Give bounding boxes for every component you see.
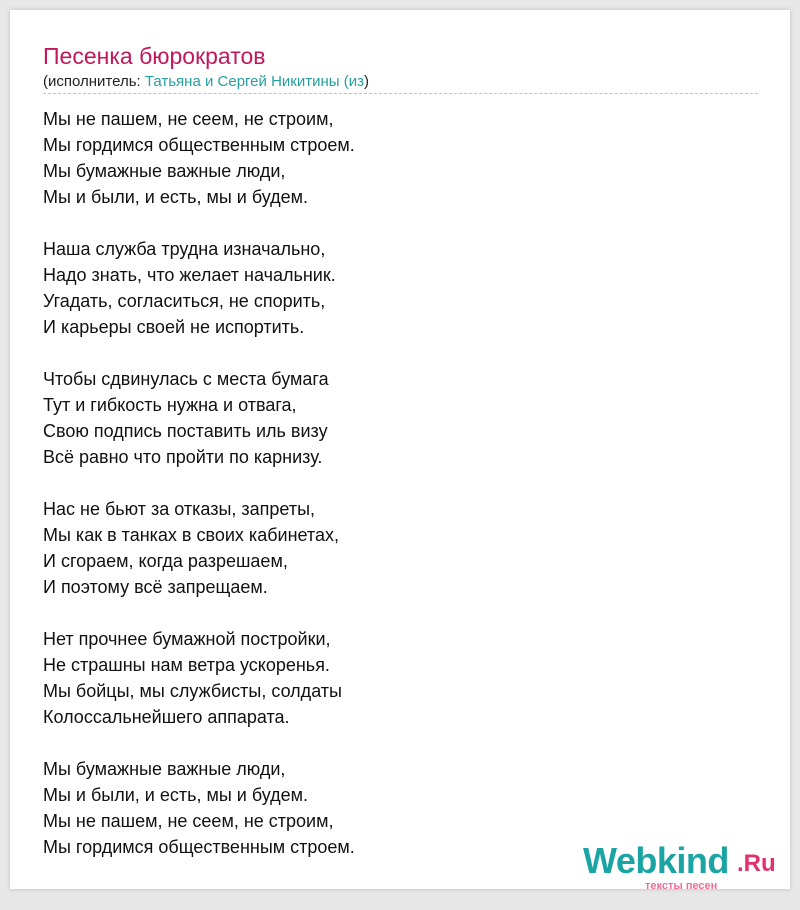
lyric-line: Не страшны нам ветра ускоренья. (43, 655, 330, 675)
lyric-line: Нет прочнее бумажной постройки, (43, 629, 331, 649)
lyric-line: Чтобы сдвинулась с места бумага (43, 369, 329, 389)
stanza (43, 626, 743, 730)
logo-name: Webkind (583, 840, 729, 881)
lyric-line: Мы не пашем, не сеем, не строим, (43, 109, 334, 129)
lyric-line: Мы как в танках в своих кабинетах, (43, 525, 339, 545)
lyric-line: Колоссальнейшего аппарата. (43, 707, 290, 727)
lyric-line: Всё равно что пройти по карнизу. (43, 447, 323, 467)
lyric-line: И сгораем, когда разрешаем, (43, 551, 288, 571)
lyric-line: Мы гордимся общественным строем. (43, 135, 355, 155)
lyric-line: Мы не пашем, не сеем, не строим, (43, 811, 334, 831)
lyric-line: Надо знать, что желает начальник. (43, 265, 336, 285)
performer-link[interactable]: Татьяна и Сергей Никитины (из (144, 73, 364, 90)
stanza (43, 106, 743, 210)
stanza (43, 496, 743, 600)
lyric-line: Наша служба трудна изначально, (43, 239, 326, 259)
logo-tagline: тексты песен (645, 880, 718, 892)
lyric-line: Мы и были, и есть, мы и будем. (43, 187, 309, 207)
lyric-line: Тут и гибкость нужна и отвага, (43, 395, 297, 415)
logo-domain: .Ru (737, 850, 776, 877)
stanza (43, 366, 743, 470)
lyric-line: Угадать, согласиться, не спорить, (43, 291, 326, 311)
lyric-line: Мы и были, и есть, мы и будем. (43, 785, 309, 805)
divider (43, 93, 758, 94)
lyric-line: Нас не бьют за отказы, запреты, (43, 499, 316, 519)
performer-prefix: (исполнитель: (43, 73, 145, 90)
song-title: Песенка бюрократов (43, 43, 266, 69)
lyric-line: Свою подпись поставить иль визу (43, 421, 328, 441)
lyric-line: И карьеры своей не испортить. (43, 317, 305, 337)
lyrics-text (43, 106, 743, 886)
lyric-line: Мы гордимся общественным строем. (43, 837, 355, 857)
lyric-line: Мы бумажные важные люди, (43, 161, 286, 181)
stanza (43, 236, 743, 340)
lyric-line: Мы бойцы, мы службисты, солдаты (43, 681, 342, 701)
performer-suffix: ) (363, 73, 369, 90)
song-performer-line (43, 73, 369, 90)
site-logo[interactable] (583, 840, 783, 890)
lyrics-card (10, 10, 790, 892)
lyric-line: И поэтому всё запрещаем. (43, 577, 268, 597)
lyric-line: Мы бумажные важные люди, (43, 759, 286, 779)
